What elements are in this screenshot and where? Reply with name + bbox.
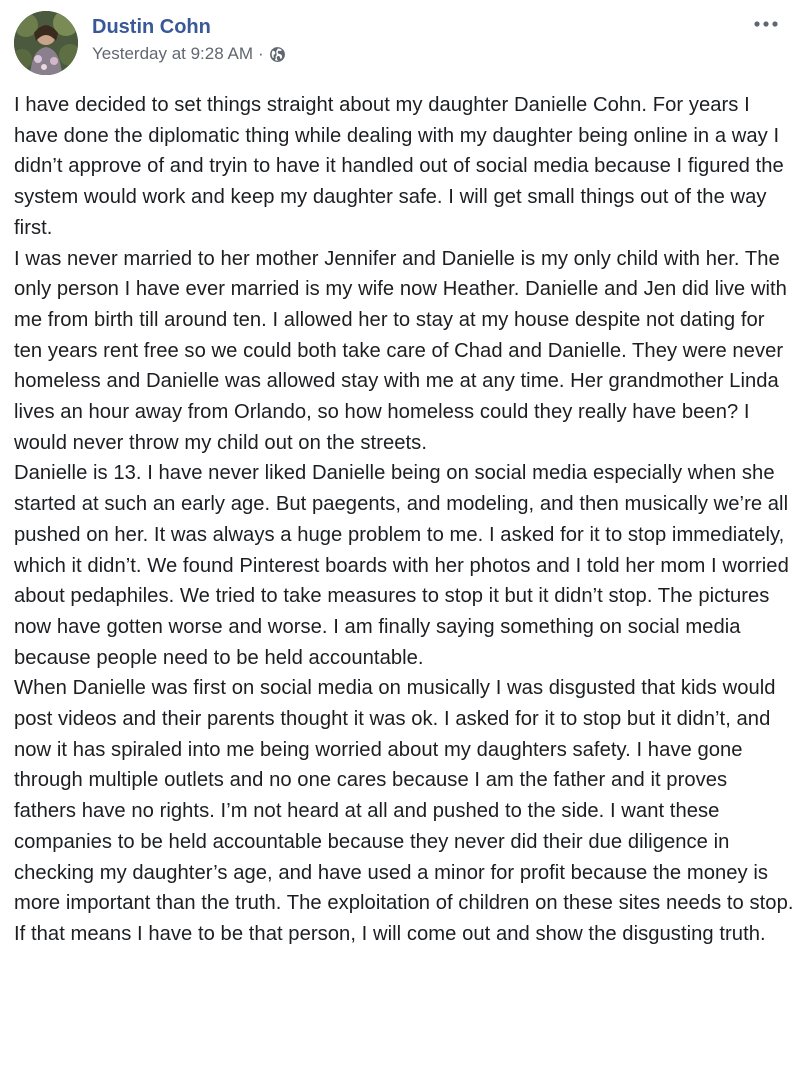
author-name[interactable]: Dustin Cohn <box>92 16 211 38</box>
post-paragraph: Danielle is 13. I have never liked Danielle being on social media especially when she started at such an early age. But paegents, and modeling, and then musically we’re all pushed on her. It was always a huge problem to me. I asked for it to stop immediately, which it didn’t. We found Pinterest boards with her photos and I told her mom I worried about pedaphiles. We tried to take measures to stop it but it didn’t stop. The pictures now have gotten worse and worse. I am finally saying something on social media because people need to be held accountable. <box>14 462 789 669</box>
avatar-photo <box>14 11 78 75</box>
post-paragraph: When Danielle was first on social media on musically I was disgusted that kids would post videos and their parents thought it was ok. I asked for it to stop but it didn’t, and now it has spiraled into me being worried about my daughters safety. I have gone through multiple outlets and no one cares because I am the father and it proves fathers have no rights. I’m not heard at all and pushed to the side. I want these companies to be held accountable because they never did their due diligence in checking my daughter’s age, and have used a minor for profit because the money is more important than the truth. The exploitation of children on these sites needs to stop. If that means I have to be that person, I will come out and show the disgusting truth. <box>14 677 794 945</box>
globe-icon[interactable] <box>269 46 286 63</box>
post-timestamp[interactable]: Yesterday at 9:28 AM <box>92 44 253 63</box>
separator-dot: · <box>257 44 264 63</box>
post-meta <box>92 14 286 65</box>
post-subline <box>92 43 286 65</box>
post-paragraph: I was never married to her mother Jennifer and Danielle is my only child with her. The only person I have ever married is my wife now Heather. Danielle and Jen did live with me from birth till around ten. I allowed her to stay at my house despite not dating for ten years rent free so we could both take care of Chad and Danielle. They were never homeless and Danielle was allowed stay with me at any time. Her grandmother Linda lives an hour away from Orlando, so how homeless could they really have been? I would never throw my child out on the streets. <box>14 247 787 454</box>
post-header <box>14 10 786 78</box>
avatar[interactable] <box>14 11 78 75</box>
more-options-icon[interactable] <box>746 12 786 36</box>
post-body <box>14 90 794 950</box>
post-paragraph: I have decided to set things straight about my daughter Danielle Cohn. For years I have done the diplomatic thing while dealing with my daughter being online in a way I didn’t approve of and tryin to have it handled out of social media because I figured the system would work and keep my daughter safe. I will get small things out of the way first. <box>14 94 784 239</box>
